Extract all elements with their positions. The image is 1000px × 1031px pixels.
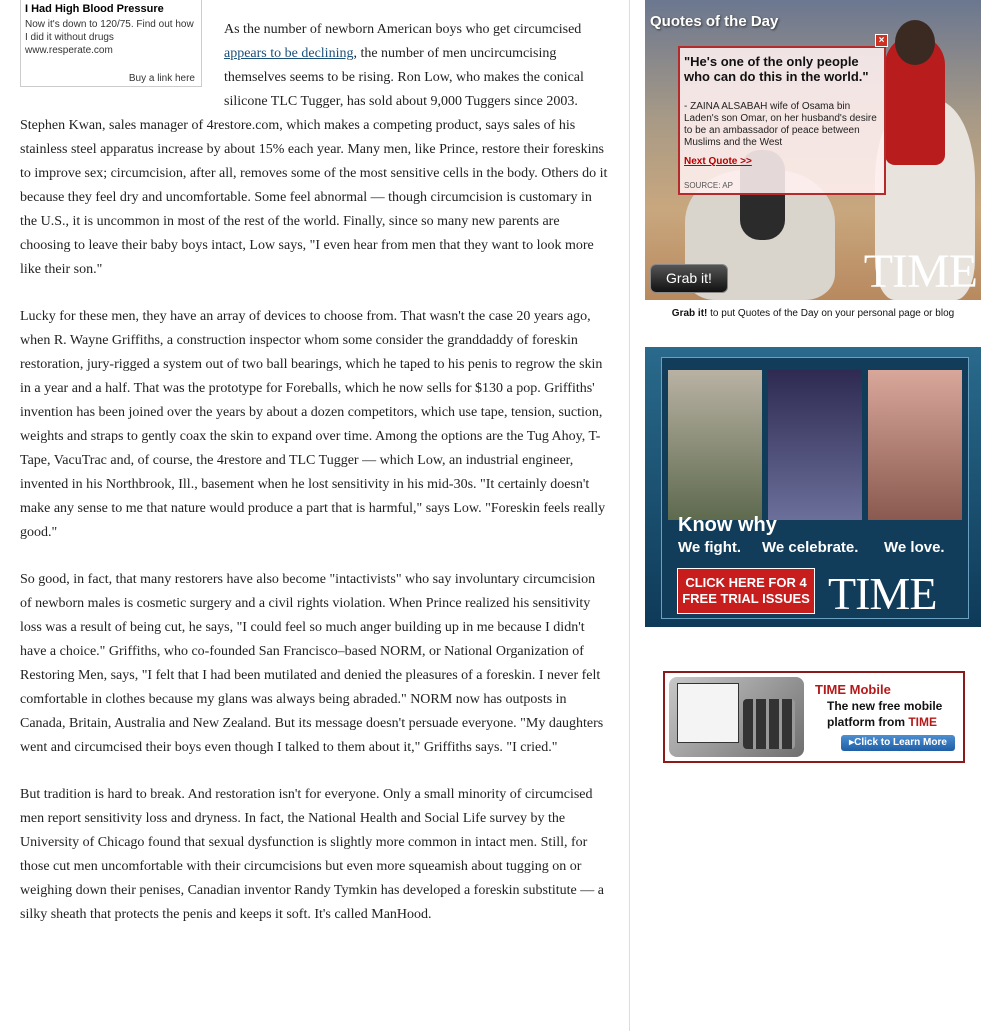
- p1-text-a: As the number of newborn American boys who get circumcised: [224, 22, 582, 37]
- paragraph-2: Lucky for these men, they have an array of devices to choose from. That wasn't the case 20 years ago, when R. Wayne Griffiths, a construction inspector whom some consider the granddaddy of foreskin restoration, jury-rigged a system out of two ball bearings, which he taped to his penis to regrow the skin in a year and a half. That was the prototype for Foreballs, which he now sells for $130 a pop. Griffiths' invention has been joined over the years by about a dozen competitors, which use tape, tension, suction, weights and straps to gently coax the skin to expand over time. Among the options are the Tug Ahoy, T-Tape, VacuTrac and, of course, the 4restore and TLC Tugger — which Low, an industrial engineer, invented in his Northbrook, Ill., basement when he lost sensitivity in his mid-30s. "It certainly doesn't make any sense to me that nature would produce a part that is harmful," says Low. "Foreskin feels really good.": [20, 309, 606, 540]
- we-fight-text: We fight.: [678, 539, 742, 556]
- celebration-photo: [768, 370, 862, 520]
- mobile-ad-line-2: [827, 715, 937, 729]
- quote-text: "He's one of the only people who can do this in the world.": [684, 54, 869, 84]
- we-celebrate-text: We celebrate.: [762, 539, 859, 556]
- declining-link[interactable]: appears to be declining: [224, 46, 354, 61]
- widget-heading: Quotes of the Day: [650, 13, 779, 30]
- buy-link[interactable]: Buy a link here: [128, 73, 195, 84]
- kiss-photo: [868, 370, 962, 520]
- mobile-ad-title: TIME Mobile: [815, 682, 891, 697]
- grab-caption-bold[interactable]: Grab it!: [671, 308, 708, 319]
- time-logo: TIME: [863, 245, 977, 298]
- grab-it-button[interactable]: Grab it!: [650, 264, 728, 293]
- time-mobile-ad[interactable]: [663, 671, 965, 763]
- paragraph-4: But tradition is hard to break. And restoration isn't for everyone. Only a small minority of circumcised men report sensitivity loss and dryness. In fact, the National Health and Social Life survey by the University of Chicago found that sexual dysfunction is slightly more common in intact men. Still, for those cut men uncomfortable with their circumcisions but even more squeamish about tugging on or weighing down their penises, Canadian inventor Randy Tymkin has developed a foreskin substitute — a silky sheath that protects the penis and keeps it soft. It's called ManHood.: [20, 787, 604, 922]
- know-why-text: Know why: [678, 514, 777, 536]
- we-love-text: We love.: [884, 539, 945, 556]
- soldier-photo: [668, 370, 762, 520]
- phone-screen: [677, 683, 739, 743]
- next-quote-link[interactable]: Next Quote >>: [684, 156, 752, 167]
- free-trial-button[interactable]: CLICK HERE FOR 4 FREE TRIAL ISSUES: [677, 568, 815, 614]
- quote-box: [678, 35, 886, 195]
- quote-attribution: - ZAINA ALSABAH wife of Osama bin Laden's son Omar, on her husband's desire to be an ambassador of peace between Muslims and the West: [684, 101, 877, 148]
- ad-title[interactable]: I Had High Blood Pressure: [25, 3, 164, 15]
- phone-keypad: [743, 699, 795, 749]
- close-icon[interactable]: ×: [875, 34, 888, 47]
- mobile-ad-brand: TIME: [908, 715, 938, 729]
- ad-body[interactable]: Now it's down to 120/75. Find out how I did it without drugs www.resperate.com: [25, 19, 194, 56]
- grab-caption: [645, 308, 981, 319]
- article-body: [20, 18, 610, 950]
- time-logo: TIME: [828, 568, 937, 619]
- time-subscription-ad[interactable]: [645, 347, 981, 627]
- ad-frame: [661, 357, 969, 619]
- learn-more-button[interactable]: ▸Click to Learn More: [841, 735, 955, 751]
- ad-spacer: [20, 18, 224, 108]
- paragraph-3: So good, in fact, that many restorers have also become "intactivists" who say involuntary circumcision of newborn males is cosmetic surgery and a civil rights violation. When Prince realized his sensitivity loss was a result of being cut, he says, "I could feel so much anger building up in me because I didn't have a choice." Griffiths, who co-founded San Francisco–based NORM, or National Organization of Restoring Men, says, "I felt that I had been mutilated and denied the pleasures of a foreskin. I never felt comfortable in clothes because my glans was always being abraded." NORM now has outposts in Canada, Britain, Australia and New Zealand. But its message doesn't persuade everyone. "My daughters went and circumcised their boys even though I talked to them about it," Griffiths says. "I cried.": [20, 572, 604, 755]
- mobile-ad-line-1: The new free mobile: [827, 699, 943, 713]
- quotes-of-the-day-widget[interactable]: [645, 0, 981, 300]
- mobile-ad-line-2-text: platform from: [827, 715, 909, 729]
- woman-head-image: [895, 20, 935, 65]
- phone-image: [669, 677, 804, 757]
- grab-caption-text: to put Quotes of the Day on your personal page or blog: [707, 308, 955, 319]
- quote-source: SOURCE: AP: [684, 181, 733, 190]
- p1-text-b: , the number of men uncircumcising themselves seems to be rising. Ron Low, who makes the conical silicone TLC Tugger, has sold about 9,000 Tuggers since 2003. Stephen Kwan, sales manager of 4restore.com, which makes a competing product, says sales of his stainless steel apparatus increase by about 15% each year. Many men, like Prince, restore their foreskins to improve sex; circumcision, after all, removes some of the most sensitive cells in the body. Others do it because they feel dry and uncomfortable. Some feel abnormal — though circumcision is customary in the U.S., it is uncommon in most of the rest of the world. Finally, since so many new parents are choosing to leave their baby boys intact, Low says, "I even hear from men that they want to look more like their son.": [20, 46, 608, 277]
